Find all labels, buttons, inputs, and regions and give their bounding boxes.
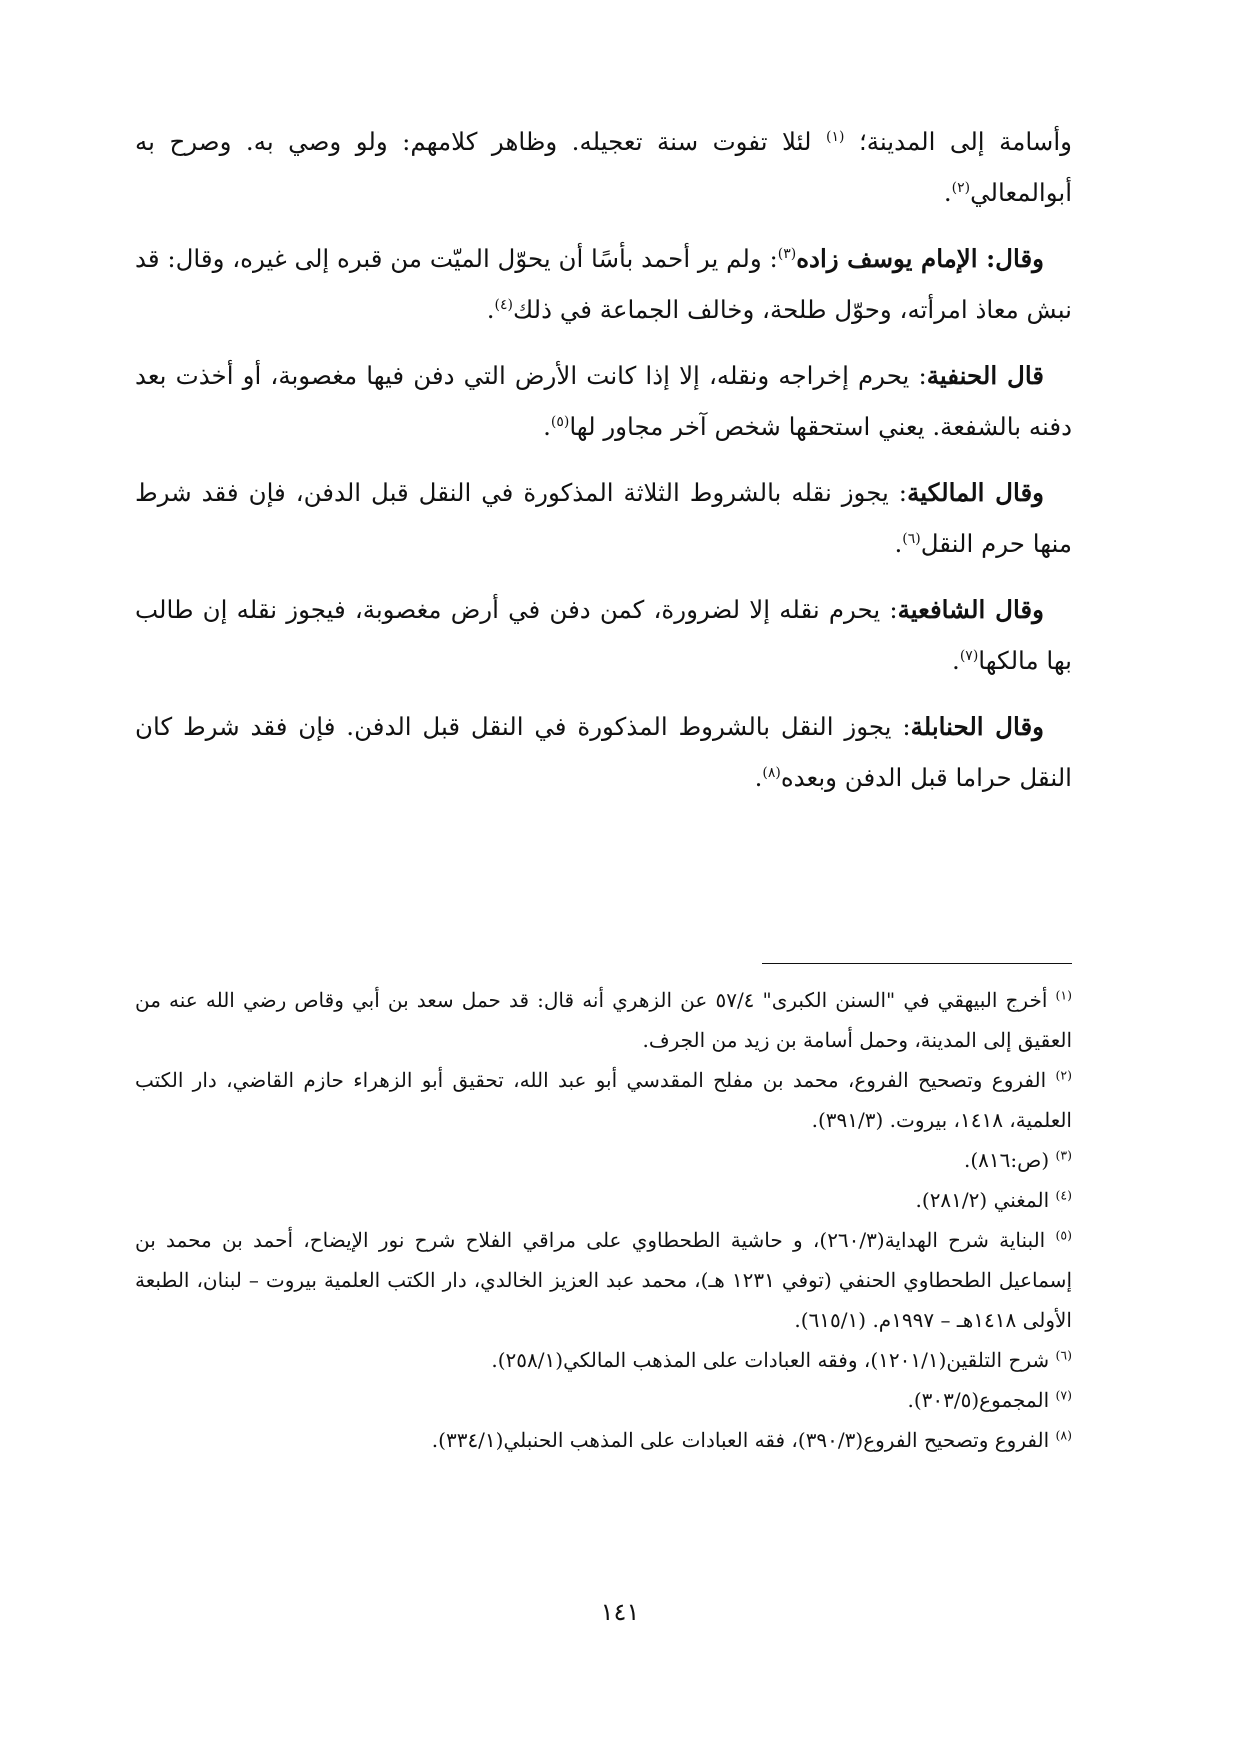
footnote-8 <box>135 1420 1072 1460</box>
footnote-text: البناية شرح الهداية(٢٦٠/٣)، و حاشية الطحطاوي على مراقي الفلاح شرح نور الإيضاح، أحمد بن محمد بن إسماعيل الطحطاوي الحنفي (توفي ١٢٣١ هـ)، محمد عبد العزيز الخالدي، دار الكتب العلمية بيروت – لبنان، الطبعة الأولى ١٤١٨هـ – ١٩٩٧م. (٦١٥/١). <box>135 1228 1072 1332</box>
paragraph-shafii <box>135 584 1072 686</box>
page-number: ١٤١ <box>600 1598 640 1626</box>
paragraph-lead: وقال الشافعية <box>897 595 1044 624</box>
footnote-text: (ص:٨١٦). <box>964 1148 1050 1172</box>
punctuation: . <box>952 646 960 675</box>
footnote-ref[interactable]: (٤) <box>494 296 514 313</box>
punctuation: . <box>894 529 903 558</box>
footnote-text: المغني (٢٨١/٢). <box>915 1188 1050 1212</box>
paragraph-maliki <box>135 467 1072 569</box>
footnote-5 <box>135 1220 1072 1340</box>
paragraph-text: : ولم ير أحمد بأسًا أن يحوّل الميّت من قبره إلى غيره، وقال: قد نبش معاذ امرأته، وحوّل طلحة، وخالف الجماعة في ذلك <box>135 244 1072 324</box>
paragraph-lead: قال الحنفية <box>926 361 1044 390</box>
paragraph-hanafi <box>135 350 1072 452</box>
footnote-ref[interactable]: (١) <box>826 128 845 145</box>
paragraph-text: : يحرم إخراجه ونقله، إلا إذا كانت الأرض التي دفن فيها مغصوبة، أو أخذت بعد دفنه بالشفعة. يعني استحقها شخص آخر مجاور لها <box>135 361 1072 441</box>
punctuation: . <box>754 763 763 792</box>
footnote-number: (٤) <box>1055 1187 1072 1203</box>
paragraph-text: : يجوز نقله بالشروط الثلاثة المذكورة في النقل قبل الدفن، فإن فقد شرط منها حرم النقل <box>135 478 1072 558</box>
paragraph-2 <box>135 233 1072 335</box>
footnotes <box>135 980 1072 1460</box>
paragraph-1 <box>135 116 1072 218</box>
paragraph-text: وأسامة إلى المدينة؛ <box>844 127 1072 156</box>
footnote-number: (٢) <box>1055 1067 1072 1083</box>
punctuation: . <box>486 295 495 324</box>
footnote-number: (٣) <box>1055 1147 1072 1163</box>
footnote-ref[interactable]: (٥) <box>550 413 570 430</box>
paragraph-hanbali <box>135 701 1072 803</box>
paragraph-lead: وقال الحنابلة <box>910 712 1044 741</box>
footnote-1 <box>135 980 1072 1060</box>
footnote-6 <box>135 1340 1072 1380</box>
footnote-text: أخرج البيهقي في "السنن الكبرى" ٥٧/٤ عن الزهري أنه قال: قد حمل سعد بن أبي وقاص رضي الله عنه من العقيق إلى المدينة، وحمل أسامة بن زيد من الجرف. <box>135 988 1072 1052</box>
paragraph-text: : يحرم نقله إلا لضرورة، كمن دفن في أرض مغصوبة، فيجوز نقله إن طالب بها مالكها <box>135 595 1072 675</box>
footnote-text: المجموع(٣٠٣/٥). <box>907 1388 1050 1412</box>
paragraph-text: لئلا تفوت سنة تعجيله. وظاهر كلامهم: ولو وصي به. وصرح به أبوالمعالي <box>135 127 1072 207</box>
footnote-divider <box>762 963 1072 964</box>
footnote-3 <box>135 1140 1072 1180</box>
footnote-number: (٧) <box>1055 1387 1072 1403</box>
footnote-number: (٨) <box>1055 1427 1072 1443</box>
footnote-ref[interactable]: (٦) <box>902 530 921 547</box>
footnote-ref[interactable]: (٢) <box>951 179 971 196</box>
footnote-number: (١) <box>1055 987 1072 1003</box>
footnote-7 <box>135 1380 1072 1420</box>
footnote-text: الفروع وتصحيح الفروع(٣٩٠/٣)، فقه العبادات على المذهب الحنبلي(٣٣٤/١). <box>431 1428 1050 1452</box>
footnote-number: (٦) <box>1055 1347 1072 1363</box>
punctuation: . <box>943 178 952 207</box>
paragraph-text: : يجوز النقل بالشروط المذكورة في النقل قبل الدفن. فإن فقد شرط كان النقل حراما قبل الدفن وبعده <box>135 712 1072 792</box>
footnote-ref[interactable]: (٣) <box>777 245 797 262</box>
footnote-text: الفروع وتصحيح الفروع، محمد بن مفلح المقدسي أبو عبد الله، تحقيق أبو الزهراء حازم القاضي، دار الكتب العلمية، ١٤١٨، بيروت. (٣٩١/٣). <box>135 1068 1072 1132</box>
punctuation: . <box>543 412 551 441</box>
footnote-text: شرح التلقين(١٢٠١/١)، وفقه العبادات على المذهب المالكي(٢٥٨/١). <box>491 1348 1050 1372</box>
footnote-ref[interactable]: (٨) <box>762 764 781 781</box>
footnote-number: (٥) <box>1055 1227 1073 1243</box>
paragraph-lead: وقال المالكية <box>907 478 1044 507</box>
paragraph-lead: وقال: الإمام يوسف زاده <box>796 244 1044 273</box>
footnote-ref[interactable]: (٧) <box>959 647 979 664</box>
main-text <box>135 116 1072 818</box>
footnote-2 <box>135 1060 1072 1140</box>
footnote-4 <box>135 1180 1072 1220</box>
